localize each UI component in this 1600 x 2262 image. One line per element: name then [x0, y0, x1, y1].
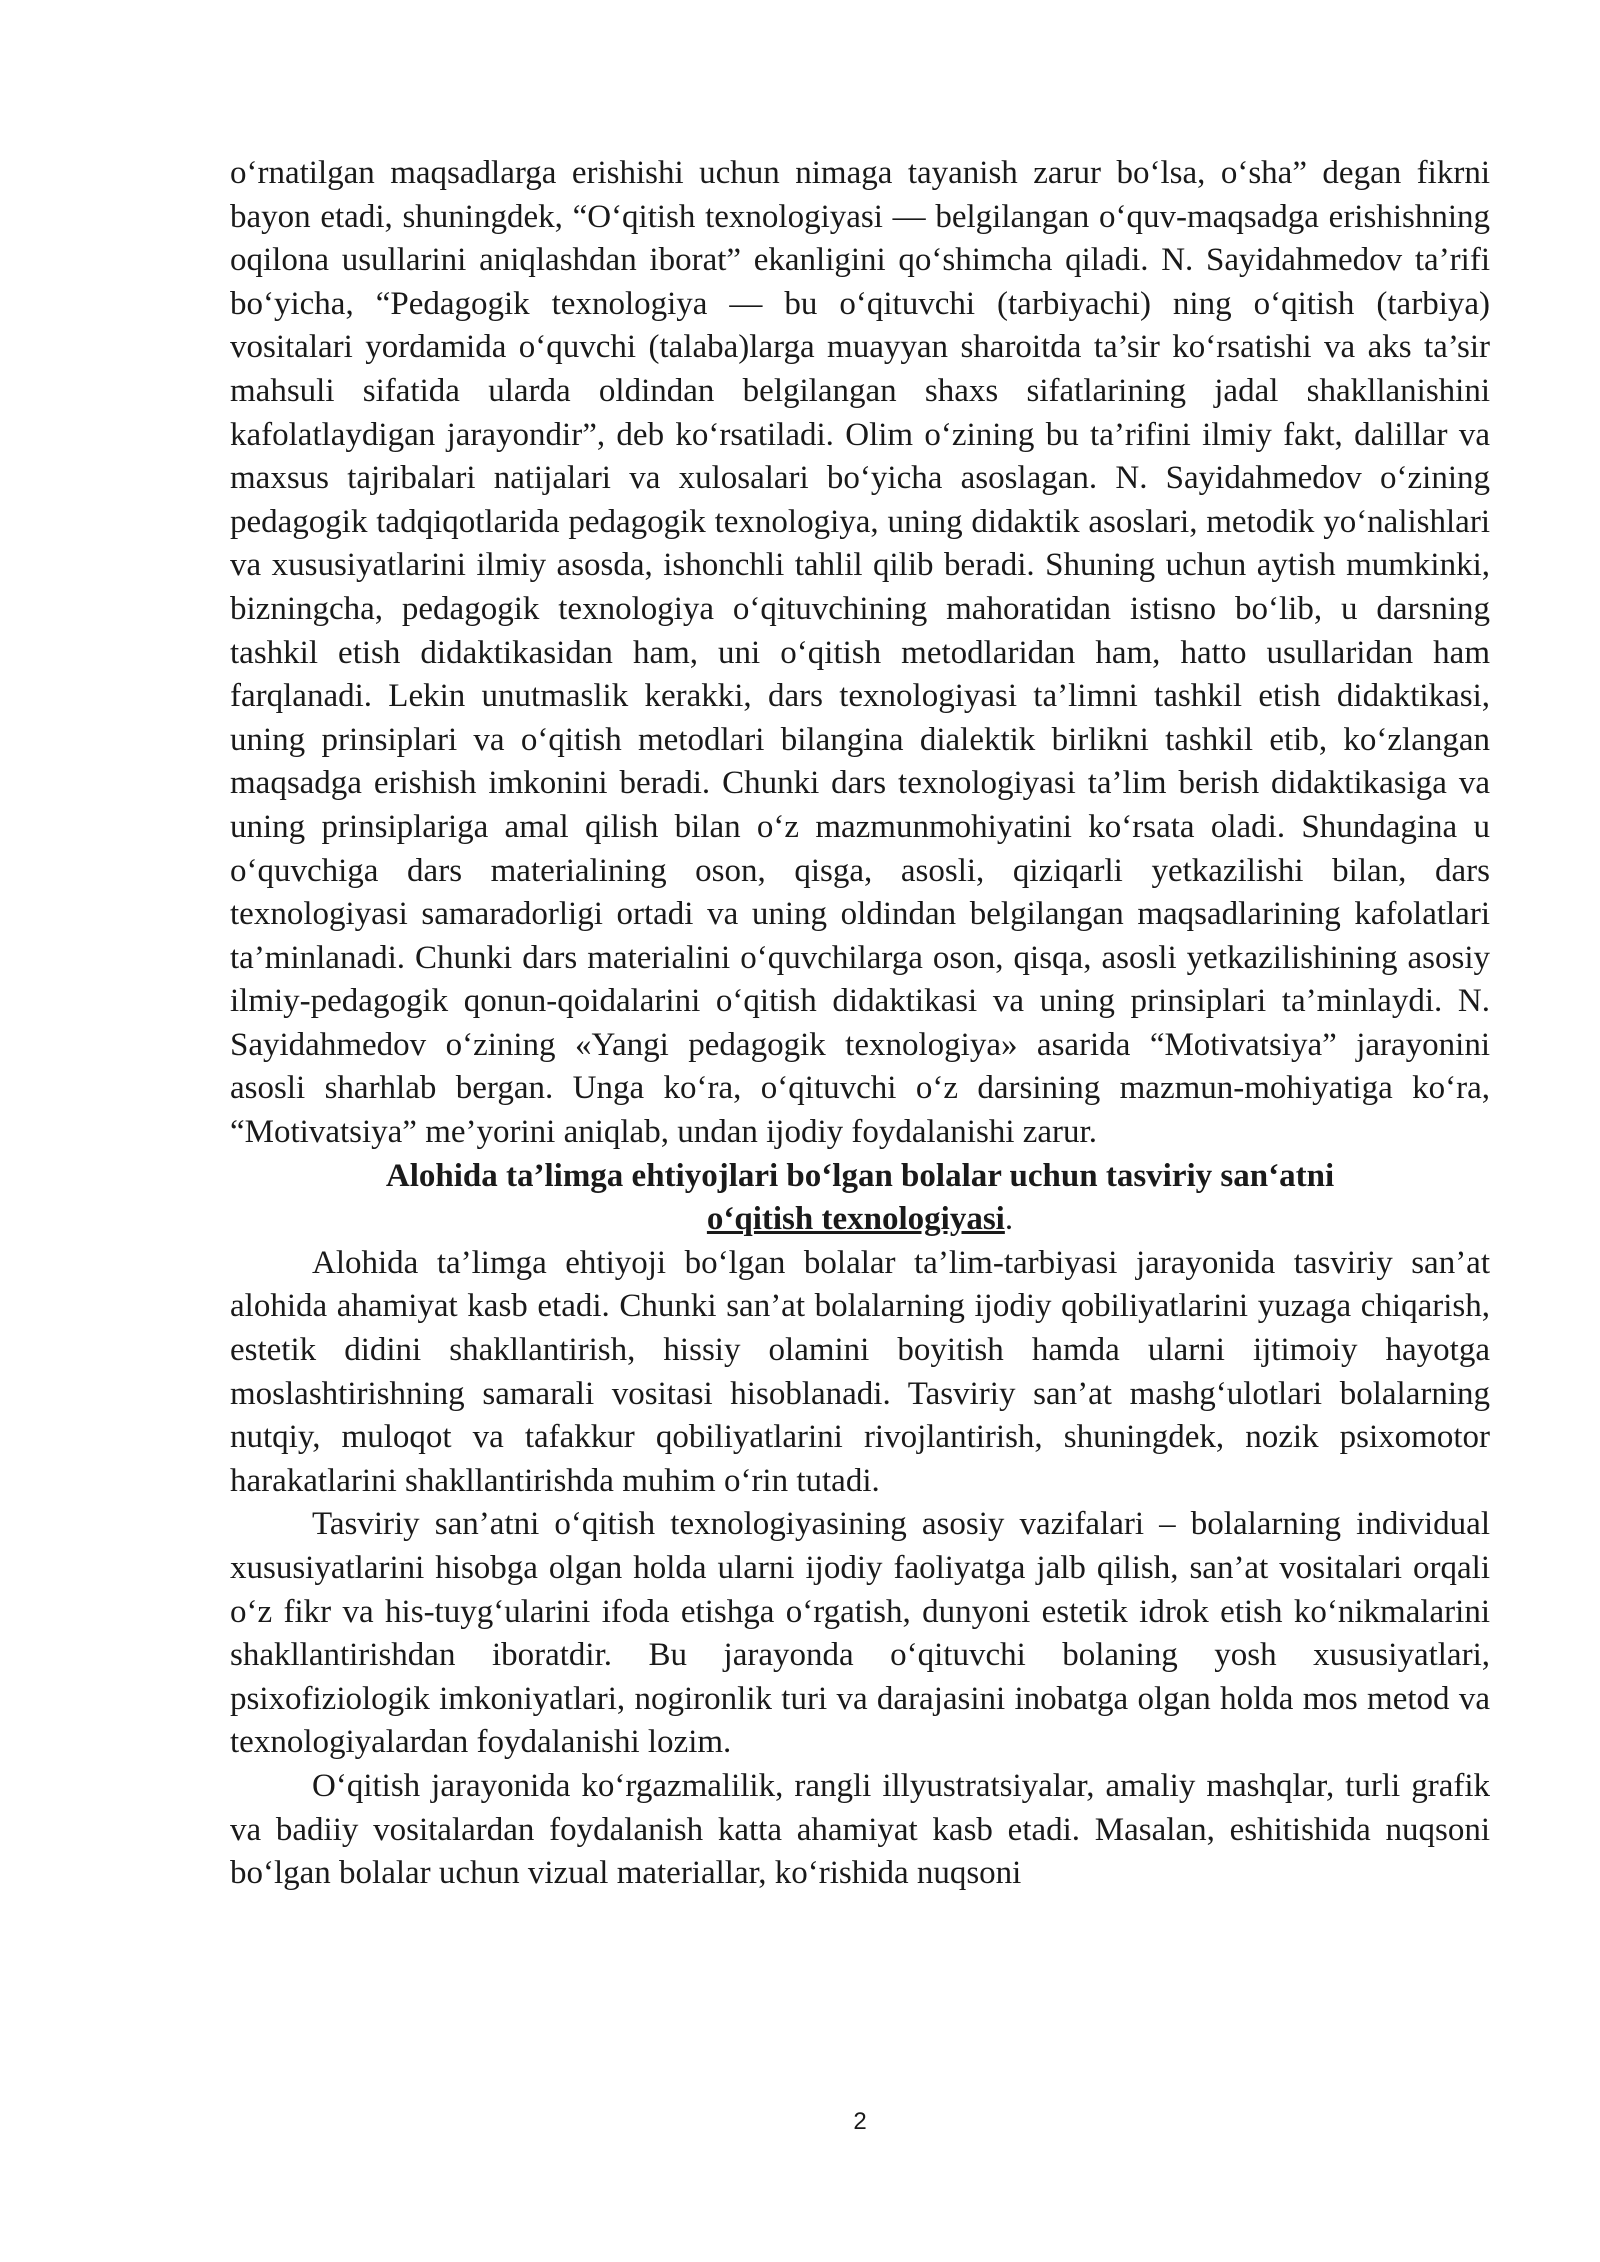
- section-heading-line-1: Alohida ta’limga ehtiyojlari bo‘lgan bolalar uchun tasviriy san‘atni: [385, 1157, 1335, 1194]
- page-body: [230, 152, 1490, 1896]
- body-paragraph: Alohida ta’limga ehtiyoji bo‘lgan bolalar ta’lim-tarbiyasi jarayonida tasviriy san’at alohida ahamiyat kasb etadi. Chunki san’at bolalarning ijodiy qobiliyatlarini yuzaga chiqarish, estetik didini shakllantirish, hissiy olamini boyitish hamda ularni ijtimoiy hayotga moslashtirishning samarali vositasi hisoblanadi. Tasviriy san’at mashg‘ulotlari bolalarning nutqiy, muloqot va tafakkur qobiliyatlarini rivojlantirish, shuningdek, nozik psixomotor harakatlarini shakllantirishda muhim o‘rin tutadi.: [230, 1244, 1490, 1499]
- section-heading-line-2-text: o‘qitish texnologiyasi: [706, 1201, 1005, 1238]
- page-number: 2: [853, 2108, 867, 2135]
- section-heading-period: .: [1004, 1201, 1014, 1238]
- section-heading-line-2: [230, 1198, 1490, 1242]
- section-heading: [230, 1155, 1490, 1242]
- body-paragraph: o‘rnatilgan maqsadlarga erishishi uchun nimaga tayanish zarur bo‘lsa, o‘sha” degan fikrni bayon etadi, shuningdek, “O‘qitish texnologiyasi — belgilangan o‘quv-maqsadga erishishning oqilona usullarini aniqlashdan iborat” ekanligini qo‘shimcha qiladi. N. Sayidahmedov ta’rifi bo‘yicha, “Pedagogik texnologiya — bu o‘qituvchi (tarbiyachi) ning o‘qitish (tarbiya) vositalari yordamida o‘quvchi (talaba)larga muayyan sharoitda ta’sir ko‘rsatishi va aks ta’sir mahsuli sifatida ularda oldindan belgilangan shaxs sifatlarining jadal shakllanishini kafolatlaydigan jarayondir”, deb ko‘rsatiladi. Olim o‘zining bu ta’rifini ilmiy fakt, dalillar va maxsus tajribalari natijalari va xulosalari bo‘yicha asoslagan. N. Sayidahmedov o‘zining pedagogik tadqiqotlarida pedagogik texnologiya, uning didaktik asoslari, metodik yo‘nalishlari va xususiyatlarini ilmiy asosda, ishonchli tahlil qilib beradi. Shuning uchun aytish mumkinki, bizningcha, pedagogik texnologiya o‘qituvchining mahoratidan istisno bo‘lib, u darsning tashkil etish didaktikasidan ham, uni o‘qitish metodlaridan ham, hatto usullaridan ham farqlanadi. Lekin unutmaslik kerakki, dars texnologiyasi ta’limni tashkil etish didaktikasi, uning prinsiplari va o‘qitish metodlari bilangina dialektik birlikni tashkil etib, ko‘zlangan maqsadga erishish imkonini beradi. Chunki dars texnologiyasi ta’lim berish didaktikasiga va uning prinsiplariga amal qilish bilan o‘z mazmunmohiyatini ko‘rsata oladi. Shundagina u o‘quvchiga dars materialining oson, qisga, asosli, qiziqarli yetkazilishi bilan, dars texnologiyasi samaradorligi ortadi va uning oldindan belgilangan maqsadlarining kafolatlari ta’minlanadi. Chunki dars materialini o‘quvchilarga oson, qisqa, asosli yetkazilishining asosiy ilmiy-pedagogik qonun-qoidalarini o‘qitish didaktikasi va uning prinsiplari ta’minlaydi. N. Sayidahmedov o‘zining «Yangi pedagogik texnologiya» asarida “Motivatsiya” jarayonini asosli sharhlab bergan. Unga ko‘ra, o‘qituvchi o‘z darsining mazmun-mohiyatiga ko‘ra, “Motivatsiya” me’yorini aniqlab, undan ijodiy foydalanishi zarur.: [230, 155, 1490, 1151]
- body-paragraph: Tasviriy san’atni o‘qitish texnologiyasining asosiy vazifalari – bolalarning individual xususiyatlarini hisobga olgan holda ularni ijodiy faoliyatga jalb qilish, san’at vositalari orqali o‘z fikr va his-tuyg‘ularini ifoda etishga o‘rgatish, dunyoni estetik idrok etish ko‘nikmalarini shakllantirishdan iboratdir. Bu jarayonda o‘qituvchi bolaning yosh xususiyatlari, psixofiziologik imkoniyatlari, nogironlik turi va darajasini inobatga olgan holda mos metod va texnologiyalardan foydalanishi lozim.: [230, 1506, 1490, 1761]
- body-paragraph: O‘qitish jarayonida ko‘rgazmalilik, rangli illyustratsiyalar, amaliy mashqlar, turli grafik va badiiy vositalardan foydalanish katta ahamiyat kasb etadi. Masalan, eshitishida nuqsoni bo‘lgan bolalar uchun vizual materiallar, ko‘rishida nuqsoni: [230, 1767, 1490, 1892]
